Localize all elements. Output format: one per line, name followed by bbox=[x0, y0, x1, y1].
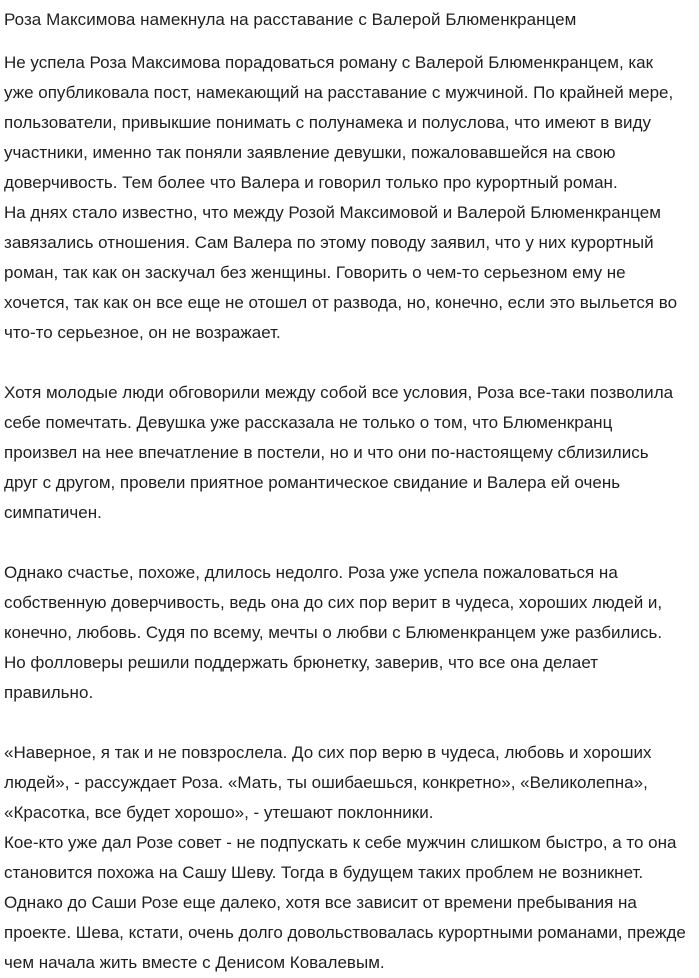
article-paragraph: Не успела Роза Максимова порадоваться роману с Валерой Блюменкранцем, как уже опубликовала пост, намекающий на расставание с мужчиной. По крайней мере, пользователи, привыкшие понимать с полунамека и полуслова, что имеют в виду участники, именно так поняли заявление девушки, пожаловавшейся на свою доверчивость. Тем более что Валера и говорил только про курортный роман. bbox=[4, 53, 674, 192]
article-paragraph: «Наверное, я так и не повзрослела. До сих пор верю в чудеса, любовь и хороших людей», - рассуждает Роза. «Мать, ты ошибаешься, конкретно», «Великолепна», «Красотка, все будет хорошо», - утешают поклонники. bbox=[4, 743, 652, 822]
article-title: Роза Максимова намекнула на расставание с Валерой Блюменкранцем bbox=[4, 10, 577, 29]
article-paragraph: Кое-кто уже дал Розе совет - не подпускать к себе мужчин слишком быстро, а то она становится похожа на Сашу Шеву. Тогда в будущем таких проблем не возникнет. Однако до Саши Розе еще далеко, хотя все зависит от времени пребывания на проекте. Шева, кстати, очень долго довольствовалась курортными романами, прежде чем начала жить вместе с Денисом Ковалевым. bbox=[4, 833, 686, 972]
article-paragraph: Хотя молодые люди обговорили между собой все условия, Роза все-таки позволила себе помечтать. Девушка уже рассказала не только о том, что Блюменкранц произвел на нее впечатление в постели, но и что они по-настоящему сблизились друг с другом, провели приятное романтическое свидание и Валера ей очень симпатичен. bbox=[4, 383, 674, 522]
article-paragraph: Однако счастье, похоже, длилось недолго. Роза уже успела пожаловаться на собственную доверчивость, ведь она до сих пор верит в чудеса, хороших людей и, конечно, любовь. Судя по всему, мечты о любви с Блюменкранцем уже разбились. Но фолловеры решили поддержать брюнетку, заверив, что все она делает правильно. bbox=[4, 563, 663, 702]
article-body bbox=[4, 48, 686, 978]
article-paragraph: На днях стало известно, что между Розой Максимовой и Валерой Блюменкранцем завязались отношения. Сам Валера по этому поводу заявил, что у них курортный роман, так как он заскучал без женщины. Говорить о чем-то серьезном ему не хочется, так как он все еще не отошел от развода, но, конечно, если это выльется во что-то серьезное, он не возражает. bbox=[4, 203, 678, 342]
